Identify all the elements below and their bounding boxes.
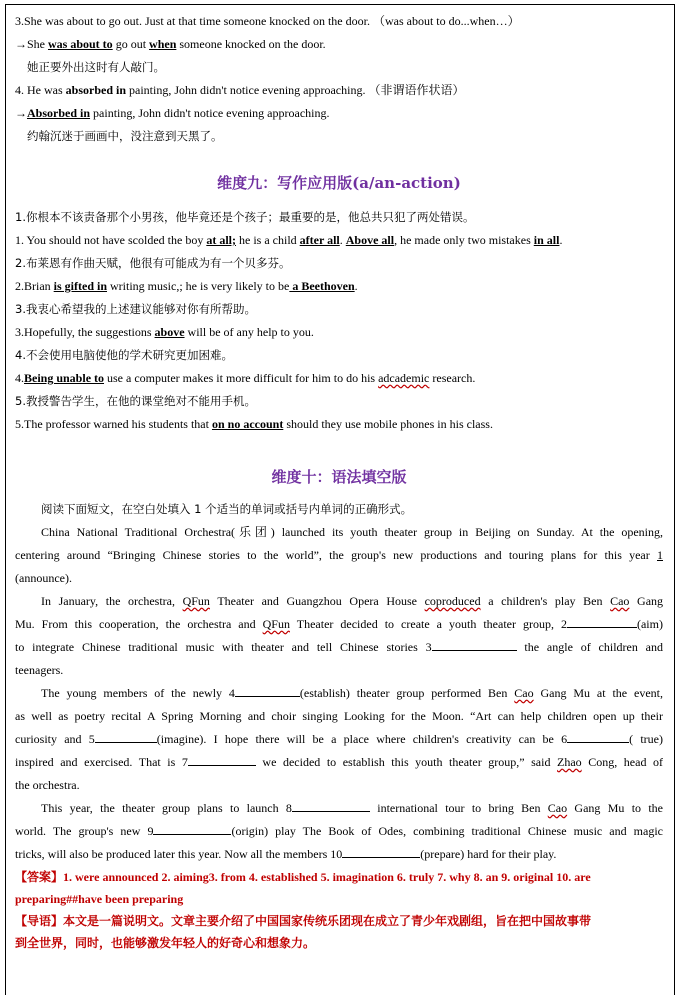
- p3-line: as well as poetry recital A Spring Morning and choir singing Looking for the Moon. “Art can help children open up their: [15, 709, 663, 723]
- p4-line: [15, 843, 663, 866]
- p1-line: China National Traditional Orchestra(乐团) launched its youth theater group in Beijing on Sunday. At the opening,: [41, 525, 663, 539]
- p2-line: teenagers.: [15, 663, 64, 677]
- key-phrase: Being unable to: [24, 371, 105, 385]
- p3-line: [15, 682, 663, 705]
- p3-line: [15, 728, 663, 751]
- s1-chinese: 1.你根本不该责备那个小男孩，他毕竟还是个孩子；最重要的是，他总共只犯了两处错误。: [15, 210, 475, 224]
- text-part: to integrate Chinese traditional music with theater and tell Chinese stories 3: [15, 640, 432, 654]
- key-phrase: Absorbed in: [27, 106, 91, 120]
- document-body: [15, 10, 663, 954]
- text-part: (establish) theater group performed Ben: [299, 686, 515, 700]
- key-phrase: absorbed in: [65, 83, 127, 97]
- spelling-flag: Zhao: [557, 755, 582, 769]
- text-part: the angle of children and: [516, 640, 663, 654]
- sentence-4-rewrite: [15, 102, 663, 125]
- text-part: Theater decided to create a youth theater group, 2: [289, 617, 567, 631]
- guide-text: 本文是一篇说明文。文章主要介绍了中国国家传统乐团现在成立了青少年戏剧组，旨在把中国故事带: [63, 914, 592, 928]
- text-part: painting, John didn't notice evening approaching. （非谓语作状语）: [126, 83, 465, 97]
- s4-english: [15, 367, 663, 390]
- sentence-3-rewrite: [15, 33, 663, 56]
- p3-line: the orchestra.: [15, 778, 80, 792]
- s1-english: [15, 229, 663, 252]
- blank-2[interactable]: [567, 614, 637, 628]
- text-part: Gang Mu to the: [567, 801, 664, 815]
- p2-line: [15, 636, 663, 659]
- answer-tag: 【答案】: [15, 870, 64, 884]
- spelling-flag: Cao: [547, 801, 568, 815]
- spelling-flag: QFun: [182, 594, 210, 608]
- blank-10[interactable]: [342, 844, 420, 858]
- s5-chinese: 5.教授警告学生，在他的课堂绝对不能用手机。: [15, 394, 256, 408]
- spelling-flag: Cao: [514, 686, 534, 700]
- text-part: 4. He was: [15, 83, 66, 97]
- text-part: 5.The professor warned his students that: [15, 417, 212, 431]
- blank-7[interactable]: [188, 752, 256, 766]
- s4-chinese: 4.不会使用电脑使他的学术研究更加困难。: [15, 348, 233, 362]
- text-part: .: [559, 233, 563, 247]
- text-part: Gang: [629, 594, 664, 608]
- text-part: writing music,; he is very likely to be: [107, 279, 290, 293]
- p1-line: [15, 544, 663, 567]
- text-part: research.: [429, 371, 476, 385]
- text-part: (aim): [636, 617, 663, 631]
- guide-tag: 【导语】: [15, 914, 64, 928]
- text-part: tricks, will also be produced later this year. Now all the members 10: [15, 847, 343, 861]
- text-part: he is a child: [236, 233, 300, 247]
- spelling-flag: coproduced: [424, 594, 481, 608]
- text-part: (imagine). I hope there will be a place where children's creativity can be 6: [156, 732, 568, 746]
- arrow-icon: →: [15, 106, 27, 120]
- answer-line: [15, 866, 663, 888]
- blank-9[interactable]: [153, 821, 231, 835]
- key-phrase: Above all: [345, 233, 395, 247]
- text-part: inspired and exercised. That is 7: [15, 755, 188, 769]
- blank-6[interactable]: [567, 729, 629, 743]
- key-phrase: when: [149, 37, 177, 51]
- text-part: .: [354, 279, 358, 293]
- text-part: centering around “Bringing Chinese stories to the world”, the group's new productions and touring plans for this year: [15, 548, 657, 562]
- text-part: , he made only two mistakes: [394, 233, 534, 247]
- answer-line-2: preparing##have been preparing: [15, 892, 184, 906]
- text-part: use a computer makes it more difficult for him to do his: [104, 371, 379, 385]
- guide-line: [15, 910, 663, 932]
- text-part: She: [27, 37, 48, 51]
- arrow-icon: →: [15, 37, 27, 51]
- answer-text: 1. were announced 2. aiming3. from 4. established 5. imagination 6. truly 7. why 8. an 9. original 10. are: [63, 870, 591, 884]
- p4-line: [15, 820, 663, 843]
- text-part: world. The group's new 9: [15, 824, 154, 838]
- text-part: Theater and Guangzhou Opera House: [209, 594, 425, 608]
- instruction: 阅读下面短文，在空白处填入 1 个适当的单词或括号内单词的正确形式。: [41, 502, 413, 516]
- p2-line: [15, 613, 663, 636]
- key-phrase: above: [154, 325, 185, 339]
- blank-5[interactable]: [95, 729, 157, 743]
- text-part: painting, John didn't notice evening approaching.: [90, 106, 330, 120]
- text-part: should they use mobile phones in his class.: [283, 417, 493, 431]
- sentence-4-translation: 约翰沉迷于画画中，没注意到天黑了。: [27, 129, 223, 143]
- s3-english: [15, 321, 663, 344]
- spelling-flag: QFun: [262, 617, 290, 631]
- text-part: 2.Brian: [15, 279, 54, 293]
- sentence-4: [15, 79, 663, 102]
- blank-1[interactable]: 1: [657, 548, 663, 562]
- p2-line: [15, 590, 663, 613]
- text-part: go out: [112, 37, 150, 51]
- text-part: The young members of the newly 4: [41, 686, 235, 700]
- key-phrase: at all;: [206, 233, 236, 247]
- text-part: Gang Mu at the event,: [533, 686, 663, 700]
- blank-8[interactable]: [292, 798, 370, 812]
- blank-3[interactable]: [432, 637, 517, 651]
- spelling-flag: Cao: [610, 594, 630, 608]
- key-phrase: is gifted in: [53, 279, 108, 293]
- text-part: 3.Hopefully, the suggestions: [15, 325, 155, 339]
- p3-line: [15, 751, 663, 774]
- text-part: someone knocked on the door.: [176, 37, 326, 51]
- spelling-flag: adcademic: [378, 371, 430, 385]
- text-part: ( true): [629, 732, 663, 746]
- text-part: Cong, head of: [581, 755, 663, 769]
- text-part: we decided to establish this youth theater group,” said: [255, 755, 558, 769]
- text-part: In January, the orchestra,: [41, 594, 183, 608]
- guide-line-2: 到全世界，同时，也能够激发年轻人的好奇心和想象力。: [15, 936, 316, 950]
- s3-chinese: 3.我衷心希望我的上述建议能够对你有所帮助。: [15, 302, 256, 316]
- text-part: curiosity and 5: [15, 732, 95, 746]
- sentence-3-text: 3.She was about to go out. Just at that time someone knocked on the door. （was about to do...when…）: [15, 14, 520, 28]
- sentence-3: [15, 10, 663, 33]
- sentence-3-translation: 她正要外出这时有人敲门。: [27, 60, 165, 74]
- text-part: .: [339, 233, 346, 247]
- text-part: 1. You should not have scolded the boy: [15, 233, 207, 247]
- key-phrase: on no account: [211, 417, 284, 431]
- p4-line: [15, 797, 663, 820]
- s2-chinese: 2.布莱恩有作曲天赋，他很有可能成为有一个贝多芬。: [15, 256, 291, 270]
- key-phrase: was about to: [48, 37, 113, 51]
- section-10-heading: 维度十：语法填空版: [271, 468, 407, 486]
- text-part: a children's play Ben: [480, 594, 611, 608]
- key-phrase: in all: [533, 233, 560, 247]
- section-9-heading: 维度九：写作应用版(a/an-action): [217, 174, 461, 192]
- text-part: This year, the theater group plans to launch 8: [41, 801, 292, 815]
- text-part: international tour to bring Ben: [369, 801, 548, 815]
- s5-english: [15, 413, 663, 436]
- s2-english: [15, 275, 663, 298]
- text-part: (origin) play The Book of Odes, combining traditional Chinese music and magic: [231, 824, 663, 838]
- text-part: will be of any help to you.: [184, 325, 314, 339]
- text-part: Mu. From this cooperation, the orchestra and: [15, 617, 263, 631]
- key-phrase: after all: [299, 233, 340, 247]
- text-part: 4.: [15, 371, 24, 385]
- key-phrase: a Beethoven: [289, 279, 355, 293]
- blank-4[interactable]: [235, 683, 300, 697]
- text-part: (prepare) hard for their play.: [420, 847, 557, 861]
- p1-line: (announce).: [15, 571, 72, 585]
